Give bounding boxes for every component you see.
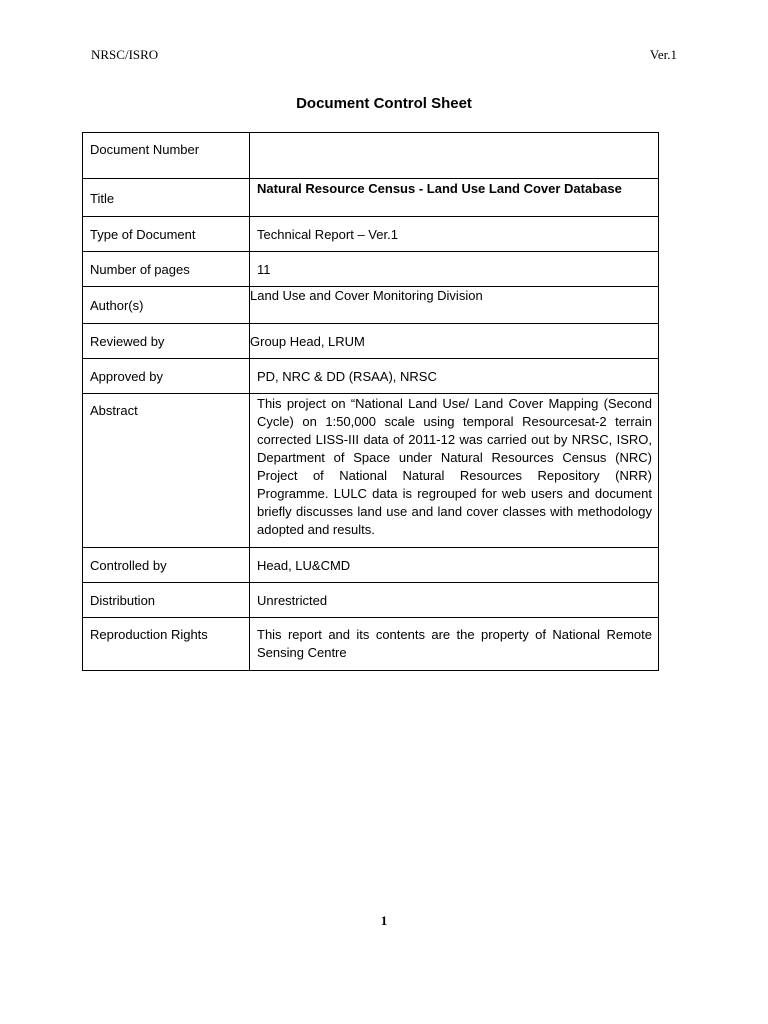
table-row: [83, 179, 659, 217]
table-row: [83, 287, 659, 324]
row-label: Type of Document: [83, 217, 250, 252]
table-row: [83, 252, 659, 287]
row-value: Group Head, LRUM: [250, 324, 659, 359]
row-value: Land Use and Cover Monitoring Division: [250, 287, 659, 324]
row-value: Technical Report – Ver.1: [250, 217, 659, 252]
row-label: Distribution: [83, 583, 250, 618]
table-row: [83, 583, 659, 618]
row-value: Natural Resource Census - Land Use Land Cover Database: [250, 179, 659, 217]
table-row: [83, 217, 659, 252]
row-label: Title: [83, 179, 250, 217]
row-value: Head, LU&CMD: [250, 548, 659, 583]
row-label: Abstract: [83, 394, 250, 548]
page-number: 1: [380, 913, 388, 928]
row-value: This report and its contents are the property of National Remote Sensing Centre: [250, 618, 659, 671]
document-control-table: [82, 132, 659, 671]
row-value: [250, 133, 659, 179]
row-value: 11: [250, 252, 659, 287]
page-title: Document Control Sheet: [296, 95, 472, 112]
row-value: Unrestricted: [250, 583, 659, 618]
row-value: PD, NRC & DD (RSAA), NRSC: [250, 359, 659, 394]
table-row: [83, 548, 659, 583]
row-value: This project on “National Land Use/ Land Cover Mapping (Second Cycle) on 1:50,000 scale using temporal Resourcesat-2 terrain corrected LISS-III data of 2011-12 was carried out by NRSC, ISRO, Department of Space under Natural Resources Census (NRC) Project of National Natural Resources Repository (NRR) Programme. LULC data is regrouped for web users and document briefly discusses land use and land cover classes with methodology adopted and results.: [250, 394, 659, 548]
table-row: [83, 133, 659, 179]
row-label: Reproduction Rights: [83, 618, 250, 671]
header-version: Ver.1: [649, 47, 677, 62]
table-row: [83, 359, 659, 394]
row-label: Approved by: [83, 359, 250, 394]
table-row: [83, 394, 659, 548]
row-label: Author(s): [83, 287, 250, 324]
row-label: Controlled by: [83, 548, 250, 583]
row-label: Document Number: [83, 133, 250, 179]
row-label: Reviewed by: [83, 324, 250, 359]
row-label: Number of pages: [83, 252, 250, 287]
table-row: [83, 324, 659, 359]
header-organization: NRSC/ISRO: [91, 47, 159, 62]
table-row: [83, 618, 659, 671]
